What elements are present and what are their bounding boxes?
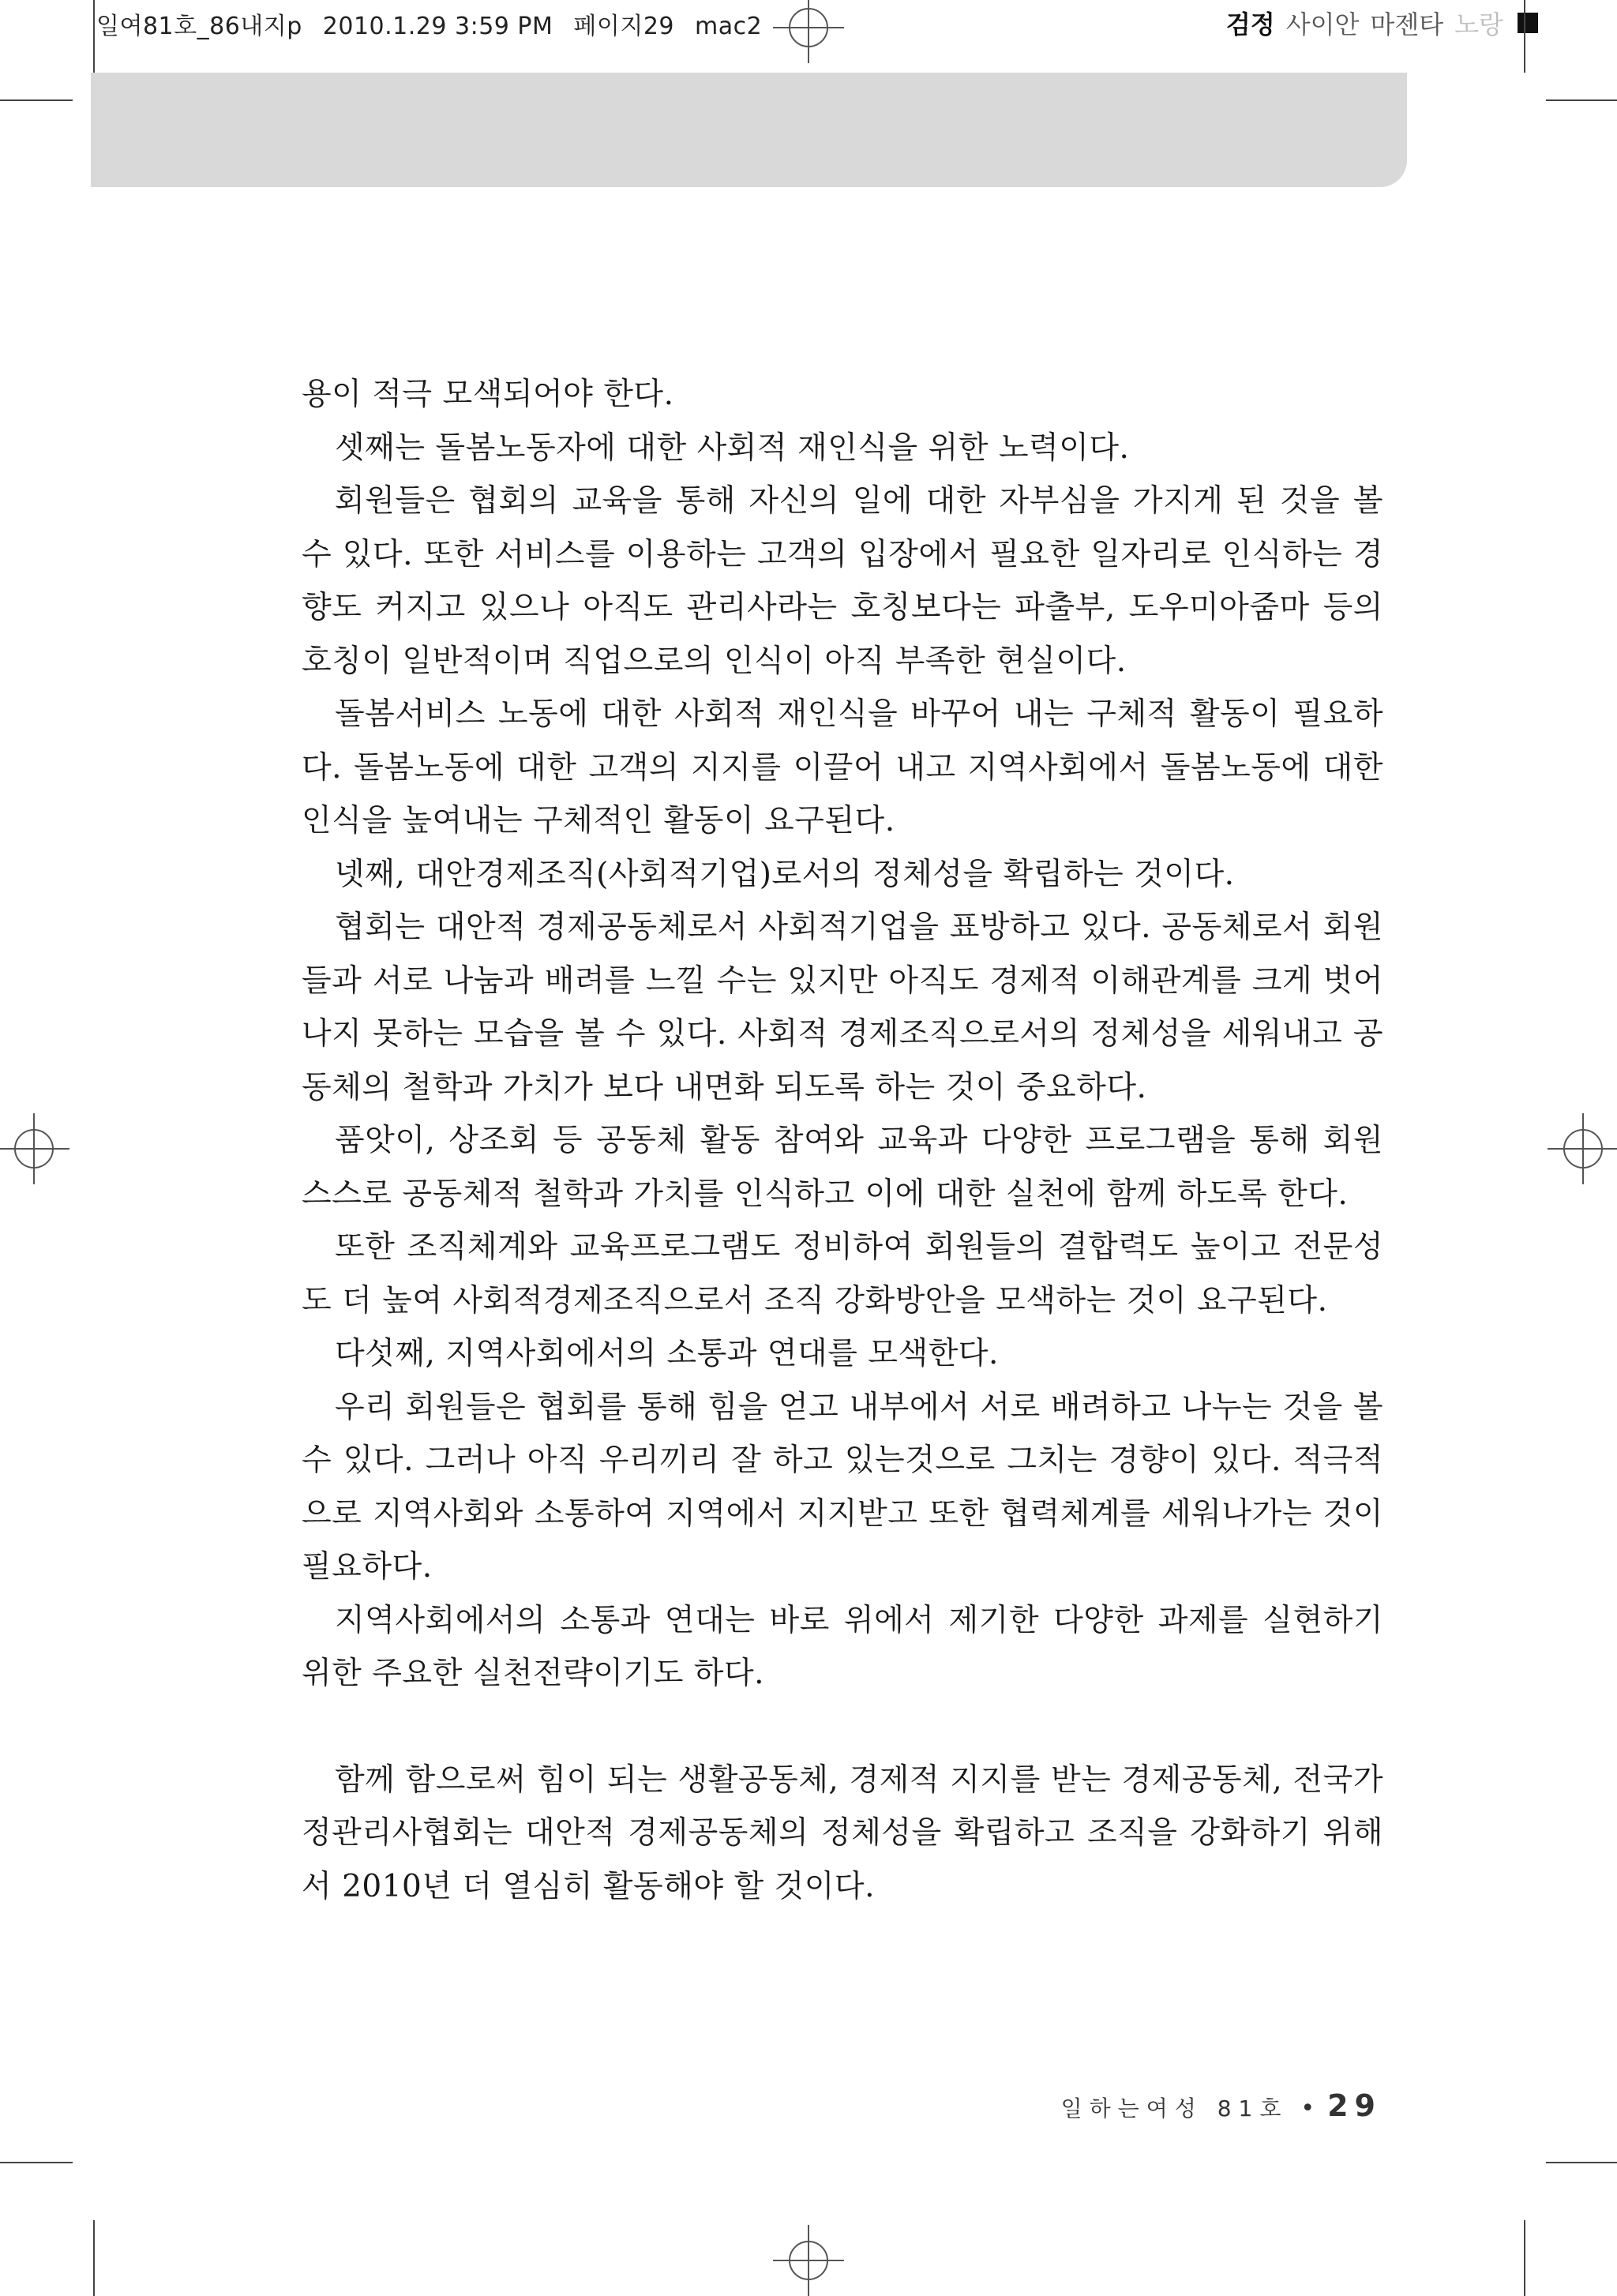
registration-mark-bottom-icon [789, 2241, 828, 2280]
paragraph: 용이 적극 모색되어야 한다. [302, 377, 674, 412]
color-separation-marks [1226, 5, 1538, 41]
paragraph: 셋째는 돌봄노동자에 대한 사회적 재인식을 위한 노력이다. [335, 430, 1130, 466]
paragraph: 품앗이, 상조회 등 공동체 활동 참여와 교육과 다양한 프로그램을 통해 회원 스스로 공동체적 철학과 가치를 인식하고 이에 대한 실천에 함께 하도록 한다. [302, 1123, 1383, 1212]
crop-mark-bottom-right-vertical [1524, 2220, 1525, 2296]
paragraph: 또한 조직체계와 교육프로그램도 정비하여 회원들의 결합력도 높이고 전문성도 더 높여 사회적경제조직으로서 조직 강화방안을 모색하는 것이 요구된다. [302, 1229, 1383, 1319]
slug-datetime: 2010.1.29 3:59 PM [322, 13, 553, 40]
crop-mark-top-right-vertical [1524, 0, 1525, 73]
folio-bullet: • [1300, 2095, 1315, 2122]
registration-mark-top-icon [789, 8, 828, 47]
slug-file: 일여81호_86내지p [96, 13, 302, 40]
crop-mark-top-left-horizontal [0, 99, 73, 101]
crop-mark-bottom-left-vertical [93, 2220, 95, 2296]
article-body [302, 368, 1383, 1913]
slug-page-label: 페이지29 [573, 13, 675, 40]
crop-mark-top-left-vertical [93, 0, 95, 73]
paragraph: 협회는 대안적 경제공동체로서 사회적기업을 표방하고 있다. 공동체로서 회원들과 서로 나눔과 배려를 느낄 수는 있지만 아직도 경제적 이해관계를 크게 벗어나지 못하는 모습을 볼 수 있다. 사회적 경제조직으로서의 정체성을 세워내고 공동체의 철학과 가치가 보다 내면화 되도록 하는 것이 중요하다. [302, 910, 1383, 1105]
crop-mark-bottom-left-horizontal [0, 2162, 73, 2163]
color-mark-yellow: 노랑 [1454, 9, 1503, 39]
folio-publication: 일하는여성 81호 [1060, 2095, 1289, 2122]
paragraph-spacer [302, 1701, 1383, 1754]
page-number: 29 [1327, 2088, 1382, 2123]
registration-mark-left-icon [14, 1129, 54, 1169]
crop-mark-top-right-horizontal [1546, 99, 1617, 101]
closing-paragraph: 함께 함으로써 힘이 되는 생활공동체, 경제적 지지를 받는 경제공동체, 전국가정관리사협회는 대안적 경제공동체의 정체성을 확립하고 조직을 강화하기 위해서 2010년 더 열심히 활동해야 할 것이다. [302, 1761, 1383, 1904]
color-mark-magenta: 마젠타 [1370, 9, 1444, 39]
printer-slug [96, 6, 782, 41]
color-mark-square-icon [1518, 13, 1538, 33]
page-folio [1061, 2088, 1382, 2123]
crop-mark-bottom-right-horizontal [1546, 2162, 1617, 2163]
registration-mark-right-icon [1563, 1129, 1603, 1169]
color-mark-cyan: 사이안 [1285, 9, 1360, 39]
paragraph: 지역사회에서의 소통과 연대는 바로 위에서 제기한 다양한 과제를 실현하기 위한 주요한 실천전략이기도 하다. [302, 1602, 1383, 1691]
header-band [91, 73, 1407, 187]
paragraph: 우리 회원들은 협회를 통해 힘을 얻고 내부에서 서로 배려하고 나누는 것을 볼 수 있다. 그러나 아직 우리끼리 잘 하고 있는것으로 그치는 경향이 있다. 적극적으로 지역사회와 소통하여 지역에서 지지받고 또한 협력체계를 세워나가는 것이 필요하다. [302, 1389, 1383, 1585]
paragraph: 회원들은 협회의 교육을 통해 자신의 일에 대한 자부심을 가지게 된 것을 볼 수 있다. 또한 서비스를 이용하는 고객의 입장에서 필요한 일자리로 인식하는 경향도 커지고 있으나 아직도 관리사라는 호칭보다는 파출부, 도우미아줌마 등의 호칭이 일반적이며 직업으로의 인식이 아직 부족한 현실이다. [302, 483, 1383, 679]
color-mark-black: 검정 [1225, 9, 1275, 39]
paragraph: 다섯째, 지역사회에서의 소통과 연대를 모색한다. [335, 1336, 999, 1371]
paragraph: 돌봄서비스 노동에 대한 사회적 재인식을 바꾸어 내는 구체적 활동이 필요하다. 돌봄노동에 대한 고객의 지지를 이끌어 내고 지역사회에서 돌봄노동에 대한 인식을 높여내는 구체적인 활동이 요구된다. [302, 696, 1383, 838]
slug-machine: mac2 [695, 13, 763, 40]
paragraph: 넷째, 대안경제조직(사회적기업)로서의 정체성을 확립하는 것이다. [335, 856, 1235, 892]
